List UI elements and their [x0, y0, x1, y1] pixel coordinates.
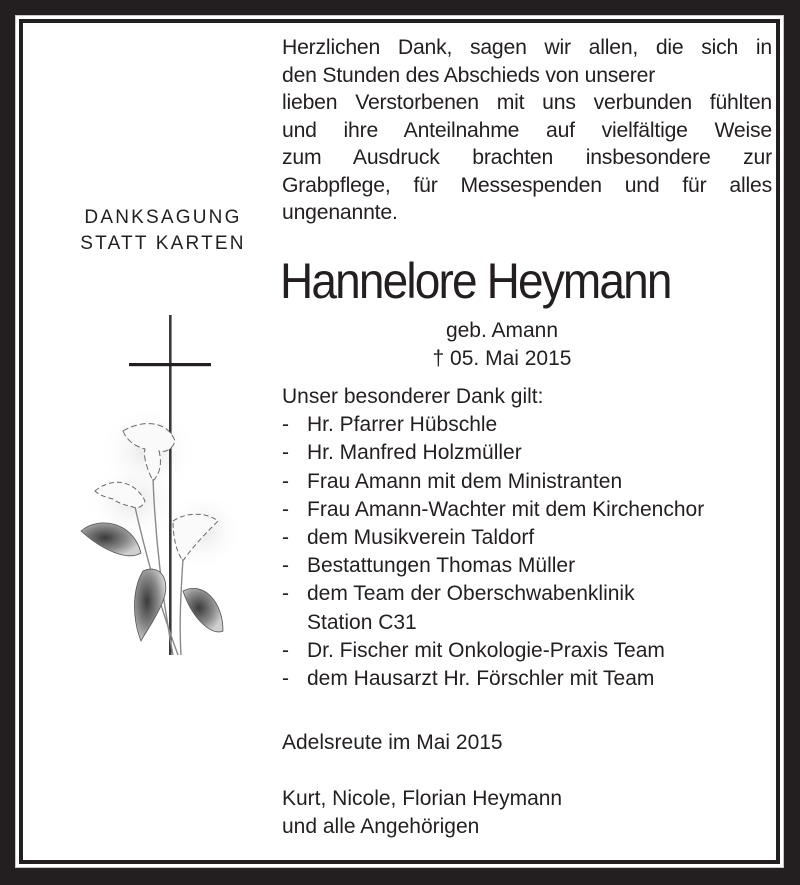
bullet-dash: - [282, 638, 289, 662]
intro-line: Herzlichen Dank, sagen wir allen, die sich in [282, 36, 772, 59]
bullet-dash: - [282, 441, 289, 465]
special-thanks [282, 383, 772, 693]
special-thanks-title: Unser besonderer Dank gilt: [282, 385, 544, 408]
heading-line-2: STATT KARTEN [80, 233, 246, 254]
intro-line: lieben Verstorbenen mit uns verbunden fühlten [282, 91, 772, 114]
bullet-dash: - [282, 554, 289, 578]
special-thanks-list [282, 411, 772, 693]
signers-line-2: und alle Angehörigen [282, 815, 480, 838]
deceased-name: Hannelore Heymann [280, 253, 671, 309]
list-item: - Hr. Manfred Holzmüller [282, 439, 772, 467]
list-item: - Bestattungen Thomas Müller [282, 552, 772, 580]
intro-line: Grabpflege, für Messespenden und für alles [282, 173, 772, 197]
bullet-dash: - [282, 667, 289, 691]
intro-line: ungenannte. [282, 201, 398, 224]
list-item: - Frau Amann-Wachter mit dem Kirchenchor [282, 496, 772, 524]
list-item-continuation: Station C31 [307, 610, 417, 634]
list-item: - dem Hausarzt Hr. Förschler mit Team [282, 665, 772, 693]
intro-paragraph [282, 34, 772, 227]
list-item: - dem Musikverein Taldorf [282, 524, 772, 552]
signers-line-1: Kurt, Nicole, Florian Heymann [282, 787, 563, 810]
list-item: - Dr. Fischer mit Onkologie-Praxis Team [282, 637, 772, 665]
death-date: † 05. Mai 2015 [432, 347, 572, 370]
bullet-dash: - [282, 469, 289, 493]
bullet-dash: - [282, 497, 289, 521]
bullet-dash: - [282, 526, 289, 550]
intro-line: den Stunden des Abschieds von unserer [282, 63, 656, 87]
cross-with-calla-lilies-icon [73, 291, 253, 661]
signers [282, 785, 562, 841]
intro-line: und ihre Anteilnahme auf vielfältige Weise [282, 118, 772, 142]
heading-line-1: DANKSAGUNG [84, 207, 242, 228]
notice-type-heading [53, 205, 273, 257]
place-and-date: Adelsreute im Mai 2015 [282, 731, 503, 754]
list-item: - Hr. Pfarrer Hübschle [282, 411, 772, 439]
maiden-name: geb. Amann [445, 319, 559, 342]
list-item: - Frau Amann mit dem Ministranten [282, 468, 772, 496]
list-item: - dem Team der Oberschwabenklinik Station C31 [282, 582, 635, 634]
left-column [23, 23, 278, 860]
obituary-notice [19, 19, 780, 864]
right-column [282, 23, 772, 860]
bullet-dash: - [282, 582, 289, 606]
bullet-dash: - [282, 413, 289, 437]
intro-line: zum Ausdruck brachten insbesondere zur [282, 146, 772, 169]
deceased-details [282, 317, 722, 373]
